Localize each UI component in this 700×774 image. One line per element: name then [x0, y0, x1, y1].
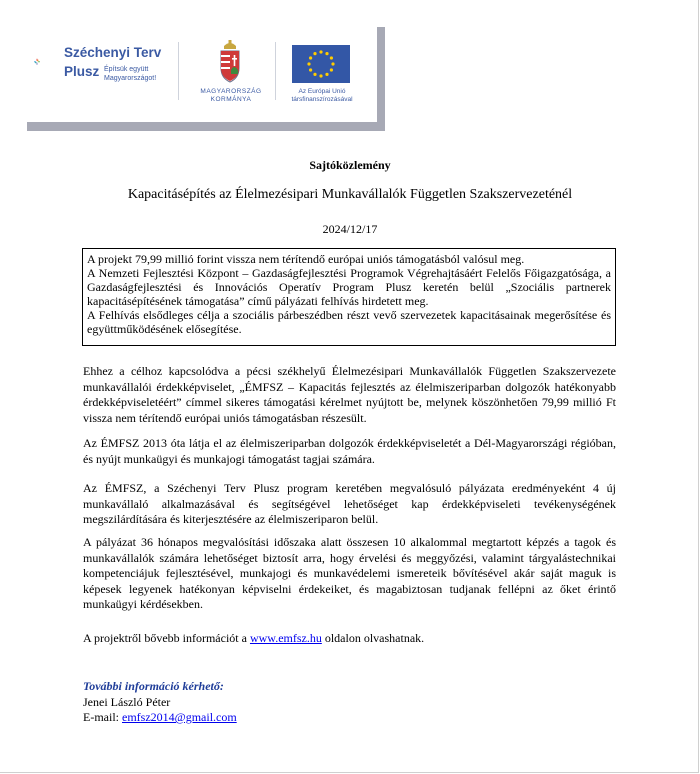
government-label [198, 88, 264, 104]
eu-stars-icon [292, 45, 350, 83]
document-date: 2024/12/17 [322, 222, 378, 236]
slogan-line-1: Építsük együtt [104, 66, 149, 73]
body-paragraph-5 [83, 631, 616, 647]
contact-email-line [83, 710, 237, 726]
szechenyi-plus-icon [34, 50, 64, 80]
eu-label [281, 88, 363, 104]
website-link[interactable]: www.emfsz.hu [249, 631, 322, 645]
paragraph-5-after: oldalon olvashatnak. [321, 631, 425, 645]
document-label: Sajtóközlemény [309, 158, 391, 172]
body-paragraph-2: Az ÉMFSZ 2013 óta látja el az élelmiszeriparban dolgozók érdekképviseletét a Dél-Magyarországi régióban, és nyújt munkaügyi és munkajogi támogatást tagjai számára. [83, 436, 616, 466]
banner-stripe [27, 122, 385, 131]
szechenyi-plusz: Plusz [64, 64, 100, 79]
paragraph-5-before: A projektről bővebb információt a [83, 631, 250, 645]
document-title: Kapacitásépítés az Élelmezésipari Munkavállalók Független Szakszervezeténél [127, 187, 573, 202]
government-line-1: MAGYARORSZÁG [200, 88, 262, 95]
eu-line-1: Az Európai Unió [298, 88, 346, 95]
contact-heading: További információ kérhető: [83, 679, 224, 693]
logo-divider [178, 42, 179, 100]
summary-paragraph-3: A Felhívás elsődleges célja a szociális párbeszédben részt vevő szervezetek kapacitásainak megerősítése és együttműködésének elősegítése. [87, 308, 611, 337]
body-paragraph-3: Az ÉMFSZ, a Széchenyi Terv Plusz program keretében megvalósuló pályázata eredményeként 4 új munkavállaló alkalmazásával és segítségével lehetőséget kap érdekképviseleti tevékenységének megszilárdítására és kiterjesztésére az élelmiszeriparon belül. [83, 481, 616, 526]
szechenyi-slogan [104, 65, 156, 83]
slogan-line-2: Magyarországot! [104, 75, 157, 82]
banner-edge [377, 27, 385, 127]
logo-divider-2 [275, 42, 276, 100]
email-label: E-mail: [83, 710, 122, 724]
eu-flag [292, 45, 350, 83]
government-line-2: KORMÁNYA [210, 96, 252, 103]
email-link[interactable]: emfsz2014@gmail.com [122, 710, 237, 724]
summary-paragraph-2: A Nemzeti Fejlesztési Központ – Gazdaságfejlesztési Programok Végrehajtásáért Felelős Főigazgatósága, a Gazdaságfejlesztési és Innovációs Operatív Program Plusz keretén belül „Szociális partnerek kapacitásépítésének támogatása” című pályázati felhívás hirdetett meg. [87, 266, 611, 309]
coat-of-arms-icon [216, 40, 244, 84]
szechenyi-title: Széchenyi Terv [64, 45, 162, 60]
body-paragraph-4: A pályázat 36 hónapos megvalósítási időszaka alatt összesen 10 alkalommal megtartott képzés a tagok és munkavállalók számára lehetőséget biztosít arra, hogy érvelési és meggyőzési, valamint tárgyalástechnikai kompetenciájuk fejlesztésével, munkajogi és munkavédelemi ismereteik bővítésével akár saját maguk is képesek legyenek hatékonyan képviselni érdekeiket, és magabiztosan tudjanak fellépni az őket érintő munkaügyi kérdésekben. [83, 535, 616, 611]
eu-line-2: társfinanszírozásával [291, 96, 353, 103]
summary-paragraph-1: A projekt 79,99 millió forint vissza nem térítendő európai uniós támogatásból valósul meg. [87, 252, 525, 266]
summary-box [82, 248, 616, 346]
body-paragraph-1: Ehhez a célhoz kapcsolódva a pécsi székhelyű Élelmezésipari Munkavállalók Független Szakszervezete munkavállalói érdekképviselet, „ÉMFSZ – Kapacitás fejlesztés az élelmiszeriparban dolgozók hatékonyabb érdekképviseletéért” címmel sikeres támogatási kérelmet nyújtott be, melynek köszönhetően 79,99 millió Ft vissza nem térítendő európai uniós támogatásban részesült. [83, 364, 616, 425]
contact-block [83, 679, 237, 726]
contact-name: Jenei László Péter [83, 694, 171, 709]
